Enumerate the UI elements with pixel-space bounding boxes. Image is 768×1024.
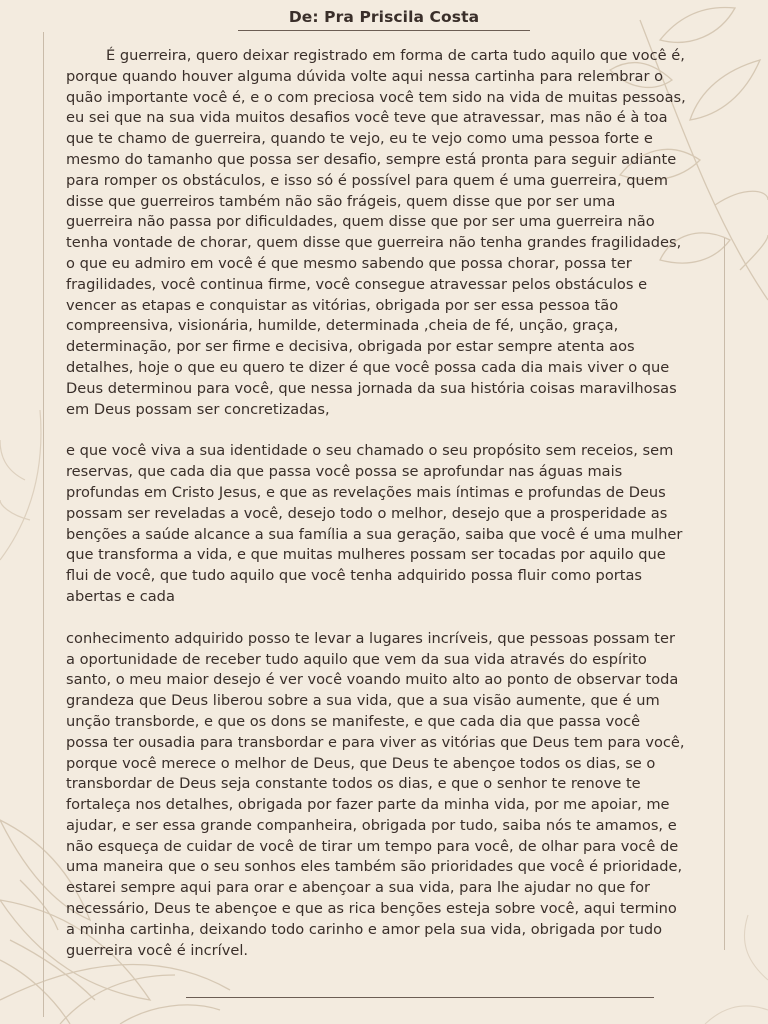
- letter-title: De: Pra Priscila Costa: [288, 8, 480, 26]
- letter-paragraph-1: É guerreira, quero deixar registrado em forma de carta tudo aquilo que você é, porque quando houver alguma dúvida volte aqui nessa cartinha para relembrar o quão importante você é, e o com preciosa você tem sido na vida de muitas pessoas, eu sei que na sua vida muitos desafios você teve que atravessar, mas não é à toa que te chamo de guerreira, quando te vejo, eu te vejo como uma pessoa forte e mesmo do tamanho que possa ser desafio, sempre está pronta para seguir adiante para romper os obstáculos, e isso só é possível para quem é uma guerreira, quem disse que guerreiros também não são frágeis, quem disse que por ser uma guerreira não passa por dificuldades, quem disse que por ser uma guerreira não tenha vontade de chorar, quem disse que guerreira não tenha grandes fragilidades, o que eu admiro em você é que mesmo sabendo que possa chorar, possa ter fragilidades, você continua firme, você consegue atravessar pelos obstáculos e vencer as etapas e conquistar as vitórias, obrigada por ser essa pessoa tão compreensiva, visionária, humilde, determinada ,cheia de fé, unção, graça, determinação, por ser firme e decisiva, obrigada por estar sempre atenta aos detalhes, hoje o que eu quero te dizer é que você possa cada dia mais viver o que Deus determinou para você, que nessa jornada da sua história coisas maravilhosas em Deus possam ser concretizadas,: [66, 47, 686, 418]
- letter-paragraph-2: e que você viva a sua identidade o seu chamado o seu propósito sem receios, sem reservas, que cada dia que passa você possa se aprofundar nas águas mais profundas em Cristo Jesus, e que as revelações mais íntimas e profundas de Deus possam ser reveladas a você, desejo todo o melhor, desejo que a prosperidade as benções a saúde alcance a sua família a sua geração, saiba que você é uma mulher que transforma a vida, e que muitas mulheres possam ser tocadas por aquilo que flui de você, que tudo aquilo que você tenha adquirido possa fluir como portas abertas e cada: [66, 442, 683, 605]
- letter-paragraph-3: conhecimento adquirido posso te levar a lugares incríveis, que pessoas possam ter a oportunidade de receber tudo aquilo que vem da sua vida através do espírito santo, o meu maior desejo é ver você voando muito alto ao ponto de observar toda grandeza que Deus liberou sobre a sua vida, que a sua visão aumente, que é um unção transborde, e que os dons se manifeste, e que cada dia que passa você possa ter ousadia para transbordar e para viver as vitórias que Deus tem para você, porque você merece o melhor de Deus, que Deus te abençoe todos os dias, se o transbordar de Deus seja constante todos os dias, e que o senhor te renove te fortaleça nos detalhes, obrigada por fazer parte da minha vida, por me apoiar, me ajudar, e ser essa grande companheira, obrigada por tudo, saiba nós te amamos, e não esqueça de cuidar de você de tirar um tempo para você, de olhar para você de uma maneira que o seu sonhos eles também são prioridades que você é prioridade, estarei sempre aqui para orar e abençoar a sua vida, para lhe ajudar no que for necessário, Deus te abençoe e que as rica benções esteja sobre você, aqui termino a minha cartinha, deixando todo carinho e amor pela sua vida, obrigada por tudo guerreira você é incrível.: [66, 629, 685, 959]
- title-underline: [238, 30, 530, 31]
- letter-body: [66, 46, 686, 961]
- left-margin-rule: [43, 32, 44, 1017]
- closing-underline: [186, 997, 654, 998]
- right-margin-rule: [724, 238, 725, 950]
